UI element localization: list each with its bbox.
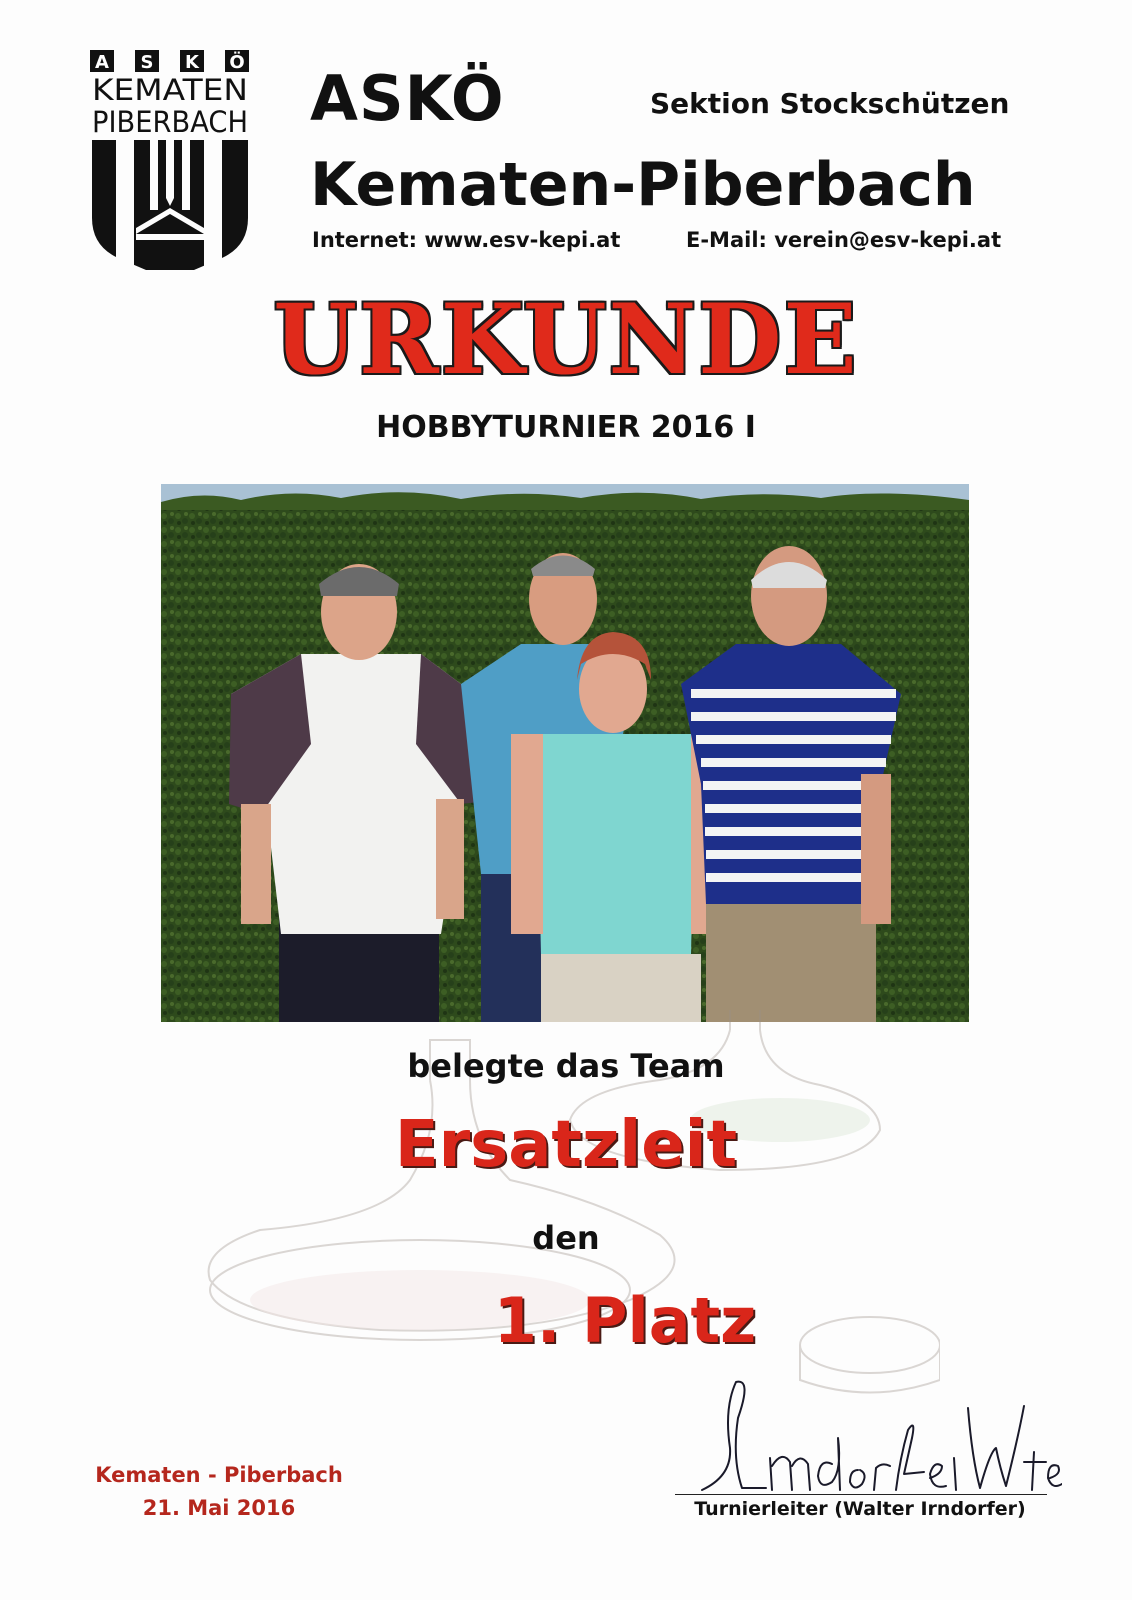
logo-line1: KEMATEN (92, 73, 248, 107)
club-logo (90, 48, 250, 278)
website-text: Internet: www.esv-kepi.at (312, 228, 621, 252)
placement-text: 1. Platz (493, 1284, 757, 1357)
certificate-title: URKUNDE (273, 283, 859, 396)
logo-letter-boxes (90, 50, 249, 73)
email-text: E-Mail: verein@esv-kepi.at (686, 228, 1002, 252)
signature-caption: Turnierleiter (Walter Irndorfer) (694, 1498, 1026, 1520)
club-long-name: Kematen-Piberbach (310, 150, 976, 220)
signature-line (675, 1494, 1047, 1495)
tournament-name: HOBBYTURNIER 2016 I (376, 410, 756, 445)
team-intro-text: belegte das Team (407, 1047, 725, 1085)
place-text: Kematen - Piberbach (95, 1463, 343, 1487)
logo-letter-a: A (95, 52, 109, 73)
logo-letter-s: S (140, 52, 154, 73)
club-short-name: ASKÖ (310, 62, 505, 135)
logo-line2: PIBERBACH (92, 105, 248, 139)
connector-text: den (532, 1219, 600, 1257)
section-name: Sektion Stockschützen (650, 87, 1010, 120)
team-name: Ersatzleit (394, 1108, 738, 1182)
date-text: 21. Mai 2016 (142, 1496, 296, 1520)
logo-letter-k: K (185, 52, 199, 73)
team-photo (161, 484, 969, 1022)
handwritten-signature (672, 1378, 1062, 1496)
logo-shield (92, 140, 248, 270)
logo-letter-o: Ö (229, 52, 245, 73)
